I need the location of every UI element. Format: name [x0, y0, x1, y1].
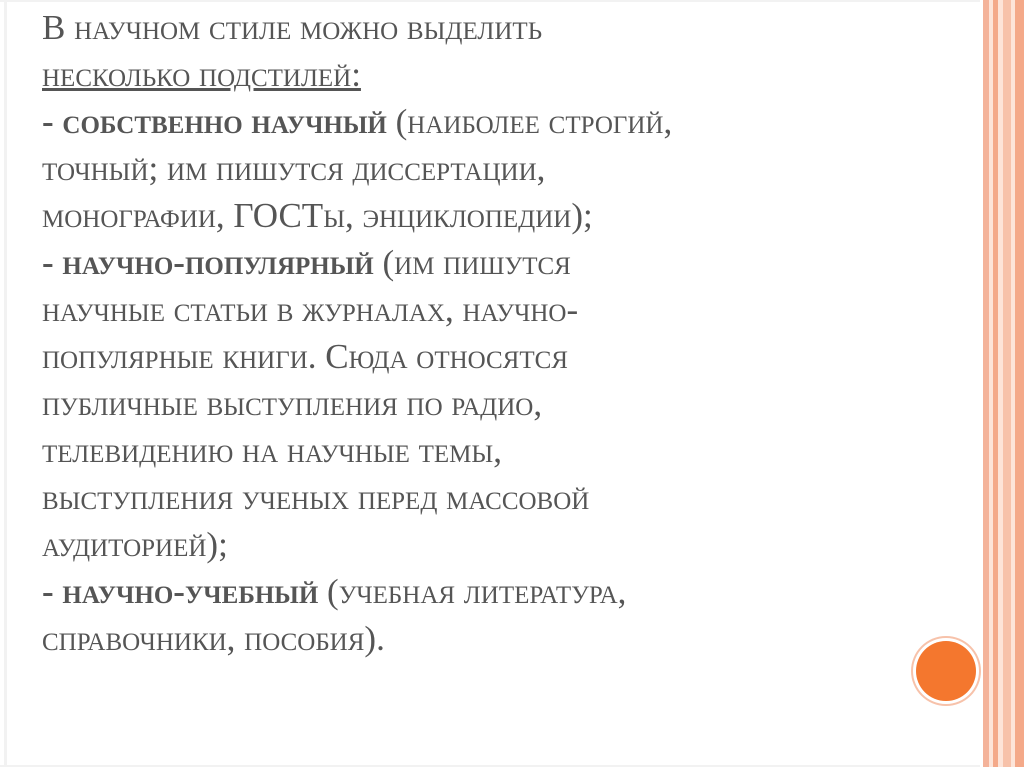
item-2-line-5: телевидению на научные темы,: [42, 431, 502, 470]
item-1-rest: (наиболее строгий,: [386, 102, 673, 141]
item-3-line-2: справочники, пособия).: [42, 619, 385, 658]
item-1-line-3: [42, 192, 942, 239]
item-1-line-3-b: ы, энциклопедии);: [323, 196, 593, 235]
item-2-dash: -: [42, 243, 63, 282]
item-1-line-1: [42, 98, 942, 145]
intro-line-1: В научном стиле можно выделить: [42, 8, 543, 47]
item-1-dash: -: [42, 102, 63, 141]
top-border: [0, 0, 980, 2]
item-1-line-2: точный; им пишутся диссертации,: [42, 149, 546, 188]
left-border: [0, 0, 12, 767]
item-2-line-7: аудиторией);: [42, 525, 228, 564]
stripe: [1003, 0, 1011, 767]
item-3-dash: -: [42, 572, 63, 611]
item-3-term: научно-учебный: [62, 572, 319, 611]
item-2-term: научно-популярный: [62, 243, 374, 282]
item-2-line-2: научные статьи в журналах, научно-: [42, 290, 579, 329]
item-2-line-3: популярные книги. Сюда относятся: [42, 337, 568, 376]
intro-line-2: несколько подстилей:: [42, 55, 361, 94]
item-1-gost: ГОСТ: [233, 196, 324, 235]
item-2-line-4: публичные выступления по радио,: [42, 384, 543, 423]
item-2-rest: (им пишутся: [373, 243, 571, 282]
item-1-line-3-a: монографии,: [42, 196, 234, 235]
item-2-line-1: [42, 239, 942, 286]
item-1-term: собственно научный: [62, 102, 387, 141]
decorative-stripes: [980, 0, 1024, 767]
item-3-line-1: [42, 568, 942, 615]
slide-body-text: [42, 4, 942, 662]
item-2-line-6: выступления ученых перед массовой: [42, 478, 590, 517]
item-3-rest: (учебная литература,: [318, 572, 627, 611]
stripe: [1015, 0, 1024, 767]
